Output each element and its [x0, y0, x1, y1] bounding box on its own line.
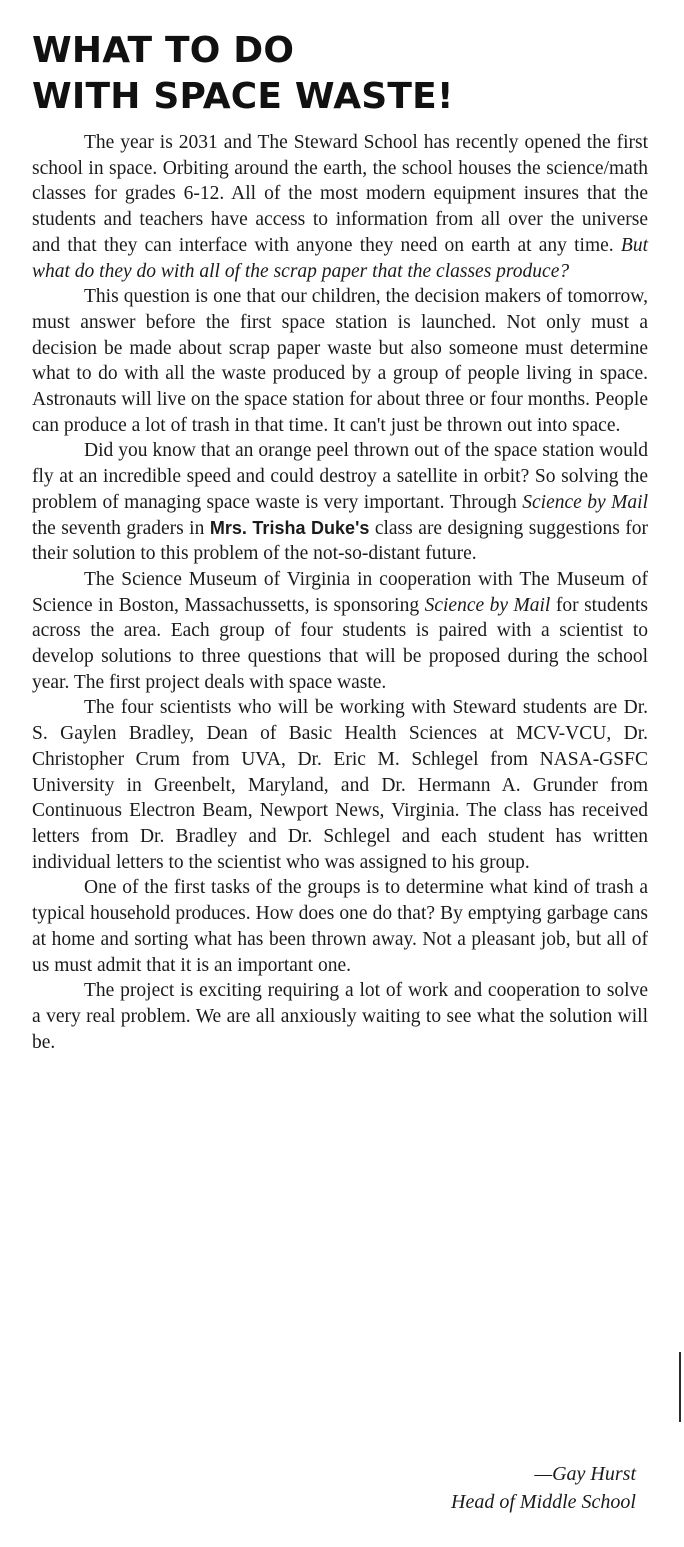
paragraph-5	[32, 695, 648, 875]
author-title: Head of Middle School	[451, 1491, 636, 1513]
headline-line-2: WITH SPACE WASTE!	[32, 76, 454, 117]
paragraph-7	[32, 978, 648, 1055]
teacher-name: Mrs. Trisha Duke's	[209, 517, 370, 538]
paragraph-6-text: One of the first tasks of the groups is to determine what kind of trash a typical household produces. How does one do that? By emptying garbage cans at home and sorting what has been thrown away. Not a pleasant job, but all of us must admit that it is an important one.	[32, 877, 648, 976]
paragraph-7-text: The project is exciting requiring a lot of work and cooperation to solve a very real problem. We are all anxiously waiting to see what the solution will be.	[32, 980, 648, 1053]
paragraph-2	[32, 284, 648, 438]
page-edge-mark	[679, 1352, 681, 1422]
paragraph-4-text-b: for students across the area. Each group of four students is paired with a scientist to develop solutions to three questions that will be proposed during the school year. The first project deals with space waste.	[32, 594, 648, 693]
paragraph-3	[32, 438, 648, 567]
paragraph-1-text: The year is 2031 and The Steward School has recently opened the first school in space. Orbiting around the earth, the school houses the science/math classes for grades 6-12. All of the most modern equipment insures that the students and teachers have access to information from all over the universe and that they can interface with anyone they need on earth at any time.	[32, 132, 648, 256]
paragraph-5-text: The four scientists who will be working with Steward students are Dr. S. Gaylen Bradley, Dean of Basic Health Sciences at MCV-VCU, Dr. Christopher Crum from UVA, Dr. Eric M. Schlegel from NASA-GSFC University in Greenbelt, Maryland, and Dr. Hermann A. Grunder from Continuous Electron Beam, Newport News, Virginia. The class has received letters from Dr. Bradley and Dr. Schlegel and each student has written individual letters to the scientist who was assigned to his group.	[32, 697, 648, 873]
author-name: —Gay Hurst	[534, 1463, 636, 1485]
paragraph-3-text-a: Did you know that an orange peel thrown out of the space station would fly at an incredible speed and could destroy a satellite in orbit? So solving the problem of managing space waste is very important. Through	[32, 440, 648, 513]
program-name: Science by Mail	[522, 491, 648, 513]
paragraph-1-italic: But what do they do with all of the scrap paper that the classes produce?	[32, 234, 648, 282]
article-body	[32, 130, 648, 1055]
article	[32, 28, 648, 1055]
headline-line-1: WHAT TO DO	[32, 30, 295, 71]
paragraph-3-text-c: class are designing suggestions for their solution to this problem of the not-so-distant future.	[32, 517, 648, 565]
article-headline	[32, 28, 648, 120]
program-name-2: Science by Mail	[424, 594, 551, 616]
paragraph-6	[32, 875, 648, 978]
paragraph-2-text: This question is one that our children, the decision makers of tomorrow, must answer before the first space station is launched. Not only must a decision be made about scrap paper waste but also someone must determine what to do with all the waste produced by a group of people living in space. Astronauts will live on the space station for about three or four months. People can produce a lot of trash in that time. It can't just be thrown out into space.	[32, 286, 648, 436]
paragraph-4	[32, 567, 648, 696]
paragraph-1	[32, 130, 648, 284]
author-signature	[451, 1460, 636, 1516]
paragraph-4-text-a: The Science Museum of Virginia in cooperation with The Museum of Science in Boston, Massachussetts, is sponsoring	[32, 568, 648, 616]
paragraph-3-text-b: the seventh graders in	[32, 517, 210, 539]
